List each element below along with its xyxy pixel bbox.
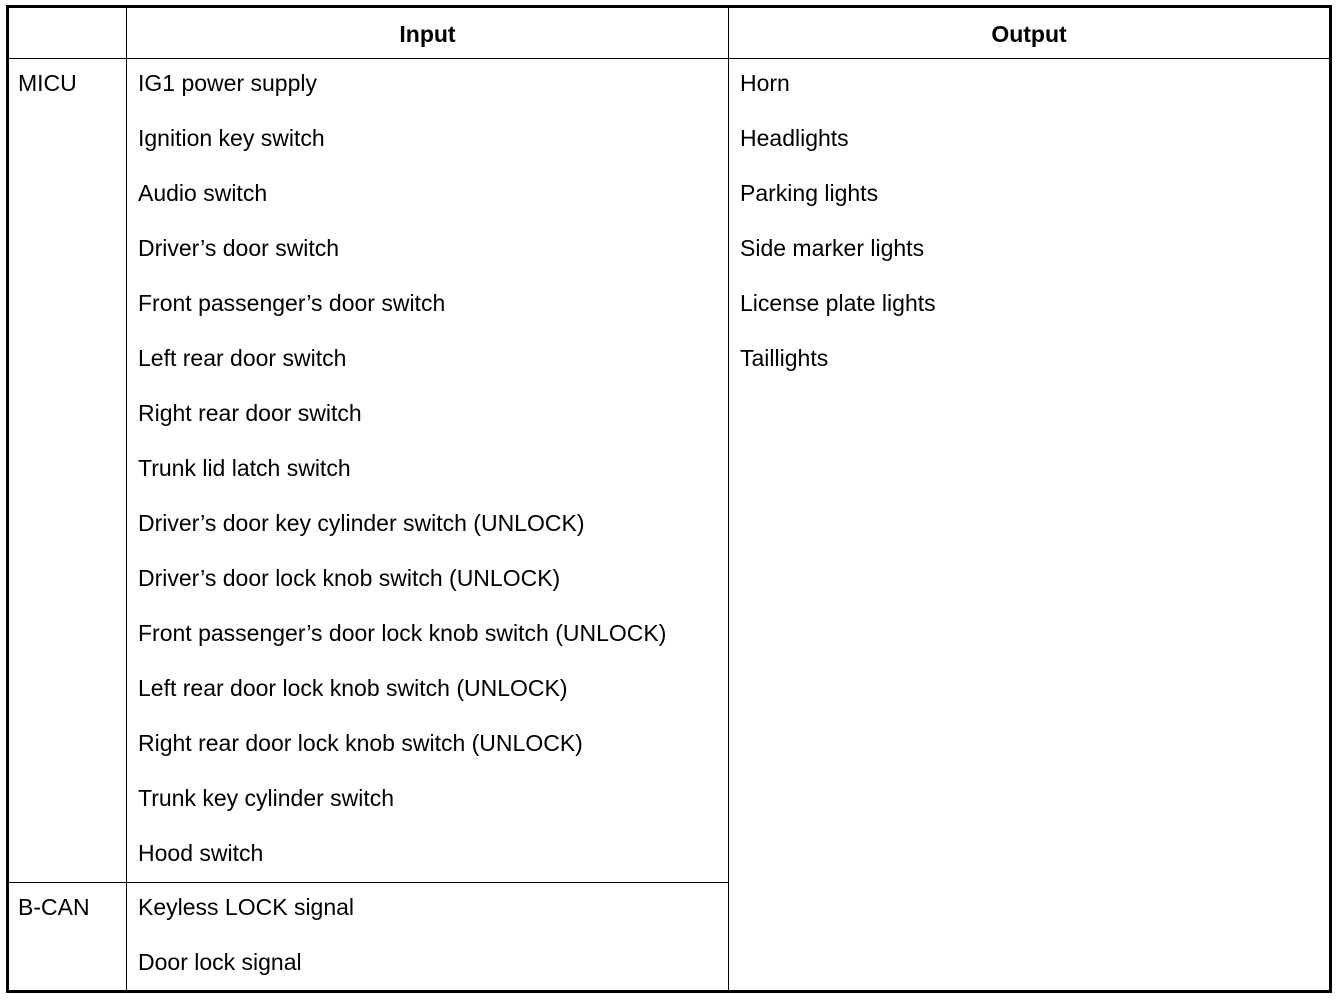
column-divider [728,8,729,990]
list-item: License plate lights [740,290,936,316]
list-item: Hood switch [138,840,264,866]
list-item: Driver’s door key cylinder switch (UNLOCK) [138,510,585,536]
list-item: Driver’s door lock knob switch (UNLOCK) [138,565,561,591]
micu-input-list [138,70,666,895]
list-item: IG1 power supply [138,70,317,96]
list-item: Ignition key switch [138,125,325,151]
list-item: Trunk lid latch switch [138,455,351,481]
list-item: Left rear door switch [138,345,347,371]
header-divider [9,58,1329,59]
list-item: Keyless LOCK signal [138,894,355,920]
list-item: Trunk key cylinder switch [138,785,395,811]
list-item: Audio switch [138,180,268,206]
list-item: Headlights [740,125,849,151]
list-item: Parking lights [740,180,879,206]
list-item: Side marker lights [740,235,925,261]
list-item: Door lock signal [138,949,302,975]
column-divider [126,8,127,990]
list-item: Front passenger’s door switch [138,290,446,316]
list-item: Taillights [740,345,829,371]
list-item: Front passenger’s door lock knob switch (UNLOCK) [138,620,667,646]
b-can-input-list [138,894,354,1004]
output-list [740,70,936,400]
list-item: Left rear door lock knob switch (UNLOCK) [138,675,568,701]
source-b-can: B-CAN [18,894,90,920]
io-table [6,5,1332,993]
header-input: Input [399,21,456,47]
list-item: Right rear door switch [138,400,362,426]
list-item: Horn [740,70,790,96]
source-micu: MICU [18,70,77,96]
header-output: Output [991,21,1067,47]
list-item: Driver’s door switch [138,235,340,261]
list-item: Right rear door lock knob switch (UNLOCK) [138,730,583,756]
